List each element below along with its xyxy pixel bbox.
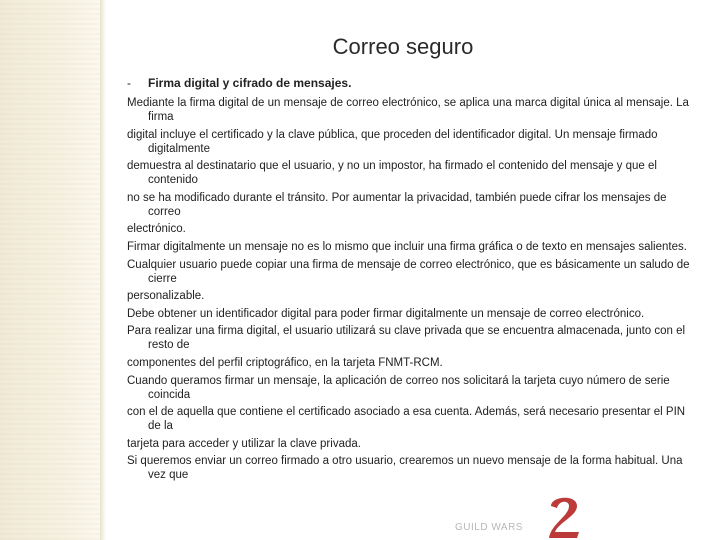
paragraph-line: Debe obtener un identificador digital para poder firmar digitalmente un mensaje de correo electrónico.	[127, 307, 645, 320]
paragraph-line: no se ha modificado durante el tránsito. Por aumentar la privacidad, también puede cifrar los mensajes de correo	[127, 191, 667, 218]
body-text	[127, 96, 699, 486]
bullet-heading	[127, 76, 351, 90]
paragraph-line: digital incluye el certificado y la clave pública, que proceden del identificador digital. Un mensaje firmado digitalmente	[127, 128, 658, 155]
paragraph-line: electrónico.	[127, 223, 186, 236]
band-divider	[100, 0, 106, 540]
paragraph-line: Si queremos enviar un correo firmado a otro usuario, crearemos un nuevo mensaje de la forma habitual. Una vez que	[127, 455, 683, 482]
paragraph-line: Mediante la firma digital de un mensaje de correo electrónico, se aplica una marca digital única al mensaje. La firma	[127, 97, 689, 123]
paragraph-line: componentes del perfil criptográfico, en la tarjeta FNMT-RCM.	[127, 356, 443, 369]
bullet-marker: -	[127, 76, 131, 90]
paragraph-line: Para realizar una firma digital, el usuario utilizará su clave privada que se encuentra almacenada, junto con el resto de	[127, 325, 686, 352]
paragraph-line: Cuando queramos firmar un mensaje, la aplicación de correo nos solicitará la tarjeta cuyo número de serie coincida	[127, 374, 670, 401]
paragraph-line: personalizable.	[127, 290, 205, 303]
watermark	[455, 492, 615, 536]
decorative-left-band	[0, 0, 100, 540]
paragraph-line: Firmar digitalmente un mensaje no es lo mismo que incluir una firma gráfica o de texto en mensajes salientes.	[127, 240, 687, 253]
paragraph-line: con el de aquella que contiene el certificado asociado a esa cuenta. Además, será necesario presentar el PIN de la	[127, 406, 686, 433]
slide-title: Correo seguro	[332, 34, 474, 59]
paragraph-line: demuestra al destinatario que el usuario, y no un impostor, ha firmado el contenido del mensaje y que el contenido	[127, 160, 657, 187]
paragraph-line: Cualquier usuario puede copiar una firma de mensaje de correo electrónico, que es básicamente un saludo de cierre	[127, 258, 690, 285]
paragraph-line: tarjeta para acceder y utilizar la clave privada.	[127, 437, 361, 450]
watermark-text: GUILD WARS	[455, 522, 523, 533]
watermark-logo-icon	[547, 492, 583, 538]
bullet-heading-text: Firma digital y cifrado de mensajes.	[148, 76, 352, 90]
